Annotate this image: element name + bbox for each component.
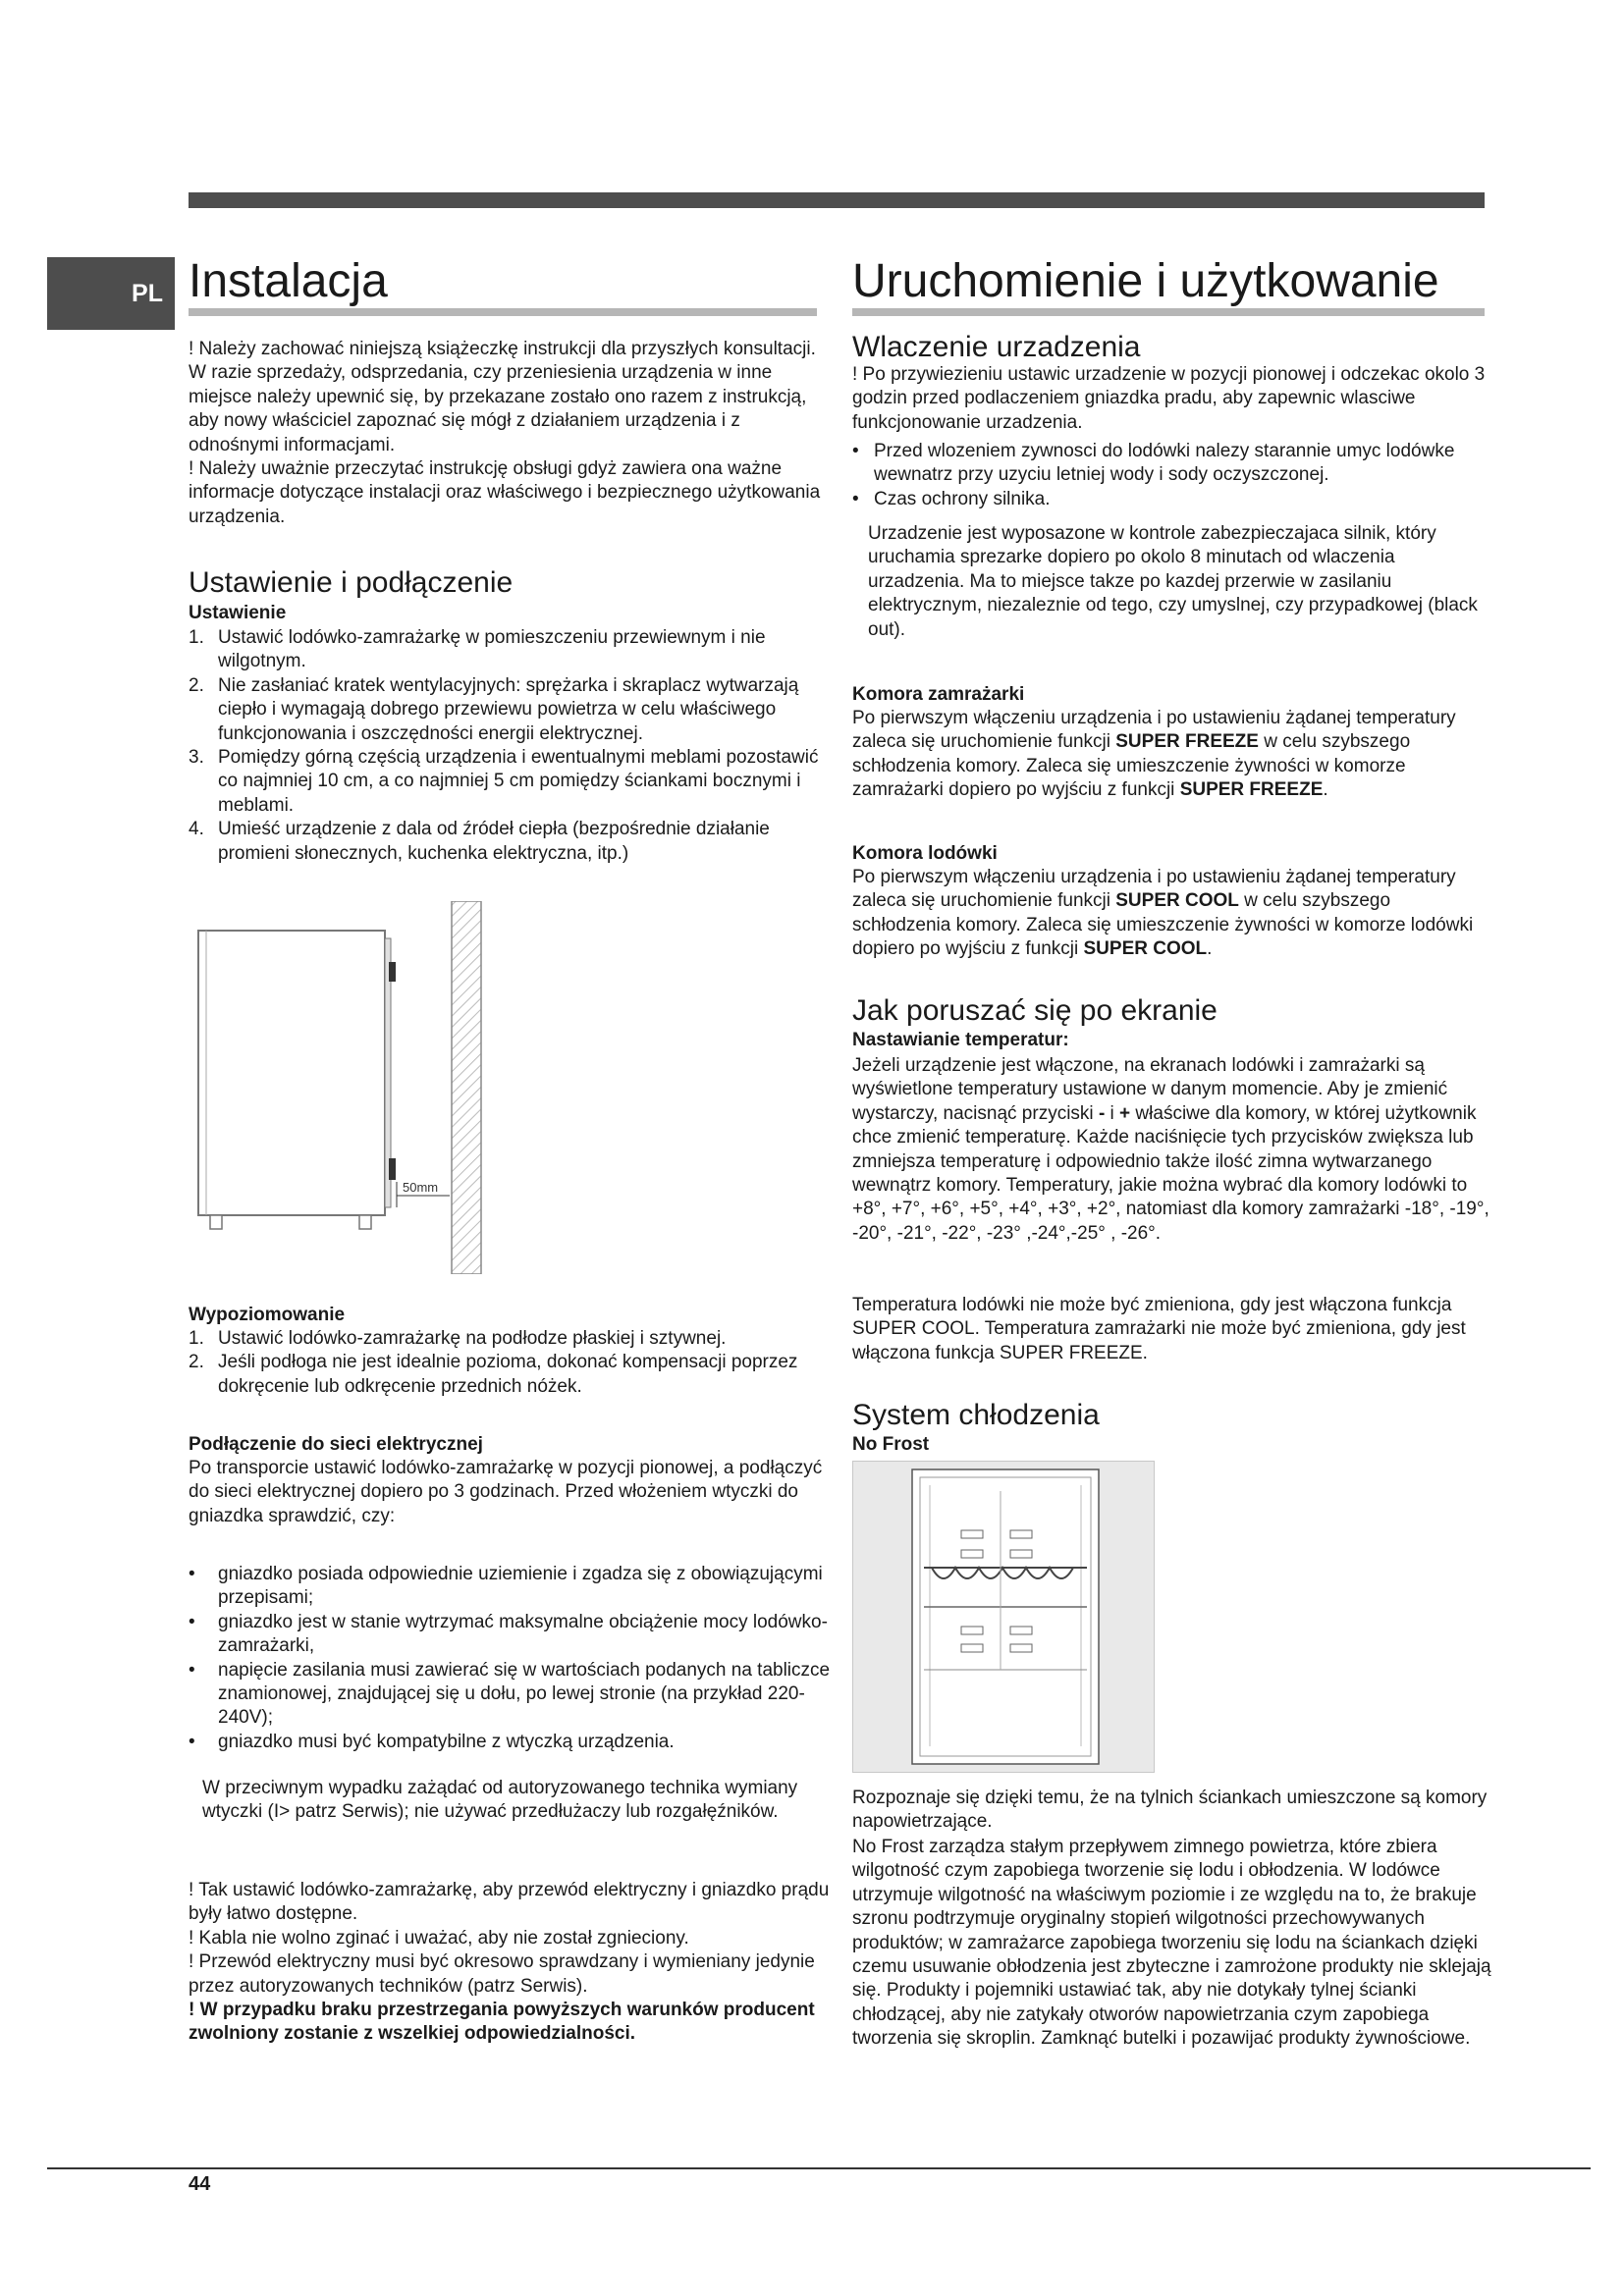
warning-3: ! Przewód elektryczny musi być okresowo sprawdzany i wymieniany jedynie przez autoryzowanych techników (patrz Serwis). [189, 1951, 815, 1997]
list-item: • Przed wlozeniem zywnosci do lodówki nalezy starannie umyc lodówke wewnatrz przy uzyciu letniej wody i sody oczyszczonej. [852, 441, 1455, 486]
clearance-label: 50mm [403, 1180, 439, 1195]
freezer-subtitle: Komora zamrażarki [852, 684, 1025, 705]
warning-2: ! Kabla nie wolno zginać i uważać, aby nie został zgnieciony. [189, 1927, 689, 1949]
cooling-title: System chłodzenia [852, 1399, 1100, 1431]
installation-title: Instalacja [189, 257, 817, 316]
switch-text: ! Po przywiezieniu ustawic urzadzenie w pozycji pionowej i odczekac okolo 3 godzin przed podlaczeniem gniazdka pradu, aby zapewnic wlasciwe funkcjonowanie urzadzenia. [852, 364, 1486, 433]
bottom-rule [47, 2167, 1591, 2169]
setup-list [189, 626, 833, 866]
wall [452, 901, 481, 1274]
cooling-subtitle: No Frost [852, 1434, 930, 1455]
screen-title: Jak poruszać się po ekranie [852, 994, 1218, 1027]
screen-text: Jeżeli urządzenie jest włączone, na ekranach lodówki i zamrażarki są wyświetlone temperatury ustawione w danym momencie. Aby je zmienić wystarczy, nacisnąć przyciski - i + właściwe dla komory, w której użytkownik chce zmienić temperaturę. Każde naciśnięcie tych przycisków zwiększa lub zmniejsza temperaturę i odpowiednio także ilość zimna wytwarzanego wewnątrz komory. Temperatury, jakie można wybrać dla komory lodówki to +8°, +7°, +6°, +5°, +4°, +3°, +2°, natomiast dla komory zamrażarki -18°, -19°, -20°, -21°, -22°, -23° ,-24°,-25° , -26°. [852, 1055, 1489, 1244]
operation-title: Uruchomienie i użytkowanie [852, 257, 1485, 316]
cooling-text-2: No Frost zarządza stałym przepływem zimnego powietrza, które zbiera wilgotność czym zapobiega tworzenie się lodu i obłodzenia. W lodówce utrzymuje wilgotność na właściwym poziomie i ze względu na to, że brakuje szronu podtrzymuje oryginalny stopień wilgotności przechowywanych produktów; w zamrażarce zapobiega tworzeniu się lodu na ściankach dzięki czemu usuwanie obłodzenia jest zbyteczne i zamrożone produkty nie sklejają się. Produkty i pojemniki ustawiać tak, aby nie dotykały tylnej ścianki chłodzącej, aby nie zatykały otworów napowietrzania czym zapobiega tworzenia się skroplin. Zamknąć butelki i pozawijać produkty żywnościowe. [852, 1837, 1491, 2050]
fridge-interior-drawing [853, 1462, 1154, 1772]
intro-paragraph-2: ! Należy uważnie przeczytać instrukcję obsługi gdyż zawiera ona ważne informacje dotyczące instalacji oraz właściwego i bezpiecznego użytkowania urządzenia. [189, 458, 821, 527]
list-item: • napięcie zasilania musi zawierać się w wartościach podanych na tabliczce znamionowej, znajdującej się u dołu, po lewej stronie (na przykład 220-240V); [189, 1659, 831, 1729]
list-item: • gniazdko musi być kompatybilne z wtyczką urządzenia. [189, 1731, 675, 1752]
level-list [189, 1327, 833, 1399]
list-item: 1. Ustawić lodówko-zamrażarkę w pomieszczeniu przewiewnym i nie wilgotnym. [189, 627, 766, 672]
setup-title: Ustawienie i podłączenie [189, 566, 514, 599]
power-text: Po transporcie ustawić lodówko-zamrażarkę w pozycji pionowej, a podłączyć do sieci elektrycznej dopiero po 3 godzinach. Przed włożeniem wtyczki do gniazdka sprawdzić, czy: [189, 1458, 823, 1526]
switch-after: Urzadzenie jest wyposazone w kontrole zabezpieczajaca silnik, który uruchamia sprezarke dopiero po okolo 8 minutach od wlaczenia urzadzenia. Ma to miejsce takze po kazdej przerwie w zasilaniu elektrycznym, niezaleznie od tego, czy umyslnej, czy przypadkowej (black out). [868, 523, 1478, 640]
fridge-foot-right [359, 1215, 371, 1229]
nofrost-illustration [852, 1461, 1155, 1773]
setup-subtitle: Ustawienie [189, 603, 287, 623]
top-bar [189, 192, 1485, 208]
list-item: • Czas ochrony silnika. [852, 488, 1051, 509]
list-item: • gniazdko jest w stanie wytrzymać maksymalne obciążenie mocy lodówko-zamrażarki, [189, 1611, 828, 1657]
intro-paragraph-1: ! Należy zachować niniejszą książeczkę instrukcji dla przyszłych konsultacji. W razie sprzedaży, odsprzedania, czy przeniesienia urządzenia w inne miejsce należy upewnić się, by przekazane zostało ono razem z instrukcją, aby nowy właściciel zapoznać się mógł z działaniem urządzenia i z odnośnymi informacjami. [189, 339, 816, 455]
power-list [189, 1563, 833, 1754]
switch-on-title: Wlaczenie urzadzenia [852, 331, 1141, 363]
list-item: 2. Jeśli podłoga nie jest idealnie pozioma, dokonać kompensacji poprzez dokręcenie lub odkręcenie przednich nóżek. [189, 1352, 798, 1397]
warnings [189, 1879, 833, 2047]
fridge-body [198, 931, 385, 1215]
freezer-text: Po pierwszym włączeniu urządzenia i po ustawieniu żądanej temperatury zaleca się uruchomienie funkcji SUPER FREEZE w celu szybszego schłodzenia komory. Zaleca się umieszczenie żywności w komorze zamrażarki dopiero po wyjściu z funkcji SUPER FREEZE. [852, 708, 1456, 801]
cooling-text-1: Rozpoznaje się dzięki temu, że na tylnich ściankach umieszczone są komory napowietrzające. [852, 1788, 1488, 1833]
power-subtitle: Podłączenie do sieci elektrycznej [189, 1434, 483, 1455]
list-item: 3. Pomiędzy górną częścią urządzenia i ewentualnymi meblami pozostawić co najmniej 10 cm, a co najmniej 5 cm pomiędzy ściankami bocznymi i meblami. [189, 747, 819, 816]
switch-list [852, 440, 1492, 511]
list-item: • gniazdko posiada odpowiednie uziemienie i zgadza się z obowiązującymi przepisami; [189, 1564, 823, 1609]
hinge-top [389, 962, 396, 982]
fridge-subtitle: Komora lodówki [852, 843, 998, 864]
fridge-text: Po pierwszym włączeniu urządzenia i po ustawieniu żądanej temperatury zaleca się uruchomienie funkcji SUPER COOL w celu szybszego schłodzenia komory. Zaleca się umieszczenie żywności w komorze lodówki dopiero po wyjściu z funkcji SUPER COOL. [852, 867, 1474, 960]
list-item: 4. Umieść urządzenie z dala od źródeł ciepła (bezpośrednie działanie promieni słonecznych, kuchenka elektryczna, itp.) [189, 819, 770, 864]
list-item: 1. Ustawić lodówko-zamrażarkę na podłodze płaskiej i sztywnej. [189, 1328, 727, 1349]
hinge-bottom [389, 1158, 396, 1180]
language-tab: PL [47, 257, 175, 330]
clearance-diagram [189, 901, 483, 1274]
list-item: 2. Nie zasłaniać kratek wentylacyjnych: sprężarka i skraplacz wytwarzają ciepło i wymagają dobrego przewiewu powietrza w celu właściwego funkcjonowania i oszczędności energii elektrycznej. [189, 674, 799, 744]
final-warning: ! W przypadku braku przestrzegania powyższych warunków producent zwolniony zostanie z wszelkiej odpowiedzialności. [189, 2000, 815, 2045]
warning-1: ! Tak ustawić lodówko-zamrażarkę, aby przewód elektryczny i gniazdko prądu były łatwo dostępne. [189, 1880, 830, 1925]
power-after: W przeciwnym wypadku zażądać od autoryzowanego technika wymiany wtyczki (I> patrz Serwis); nie używać przedłużaczy lub rozgałęźników. [202, 1778, 798, 1823]
intro-text [189, 338, 833, 529]
fridge-foot-left [210, 1215, 222, 1229]
screen-text-2: Temperatura lodówki nie może być zmieniona, gdy jest włączona funkcja SUPER COOL. Temperatura zamrażarki nie może być zmieniona, gdy jest włączona funkcja SUPER FREEZE. [852, 1295, 1466, 1363]
page-number: 44 [189, 2173, 211, 2195]
level-subtitle: Wypoziomowanie [189, 1305, 346, 1325]
screen-subtitle: Nastawianie temperatur: [852, 1030, 1069, 1050]
